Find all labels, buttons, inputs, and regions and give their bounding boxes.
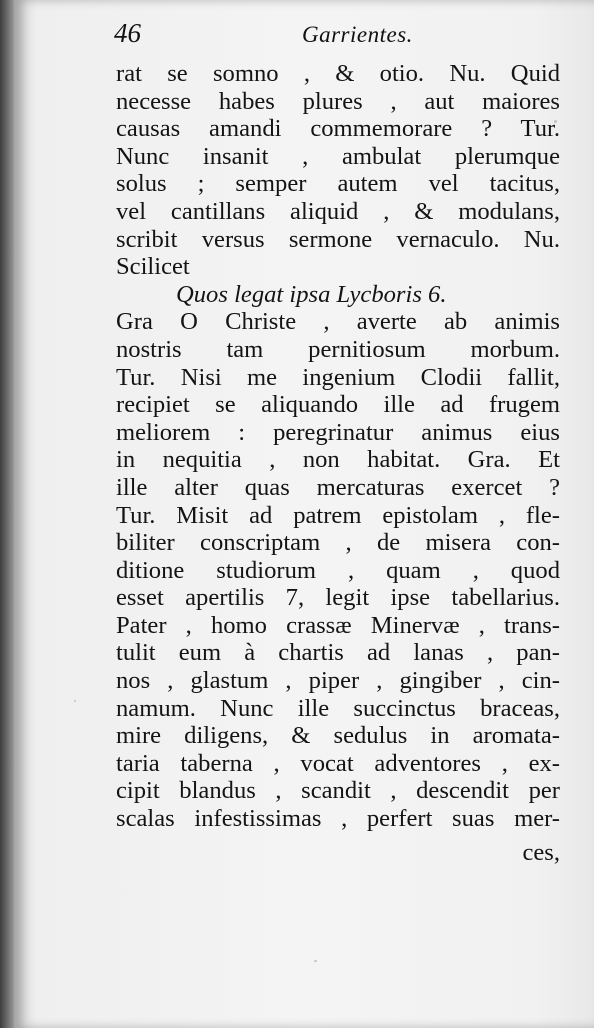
text-line: scalas infestissimas , perfert suas mer- [116,805,560,833]
text-line: nostris tam pernitiosum morbum. [116,335,560,363]
text-line: ditione studiorum , quam , quod [116,556,560,584]
book-page [14,0,594,1028]
text-line: Scilicet [116,253,190,281]
text-line: rat se somno , & otio. Nu. Quid [116,60,560,87]
text-line: Nunc insanit , ambulat plerumque [116,142,560,170]
verse-quotation: Quos legat ipsa Lycboris 6. [176,280,447,308]
paper-speckle [554,120,557,123]
text-line: necesse habes plures , aut maiores [116,87,560,115]
text-line: recipiet se aliquando ille ad frugem [116,391,560,419]
text-line: causas amandi commemorare ? Tur. [116,115,560,143]
text-line: cipit blandus , scandit , descendit per [116,777,560,805]
page-number: 46 [114,18,141,48]
body-text [116,60,560,866]
text-line: ille alter quas mercaturas exercet ? [116,473,560,501]
text-line: Gra O Christe , averte ab animis [116,308,560,336]
text-line: Pater , homo crassæ Minervæ , trans- [116,611,560,639]
text-line: Tur. Misit ad patrem epistolam , fle- [116,501,560,529]
text-line: scribit versus sermone vernaculo. Nu. [116,225,560,253]
catchword: ces, [522,838,560,866]
text-line: taria taberna , vocat adventores , ex- [116,749,560,777]
paper-speckle [74,700,76,702]
text-line: in nequitia , non habitat. Gra. Et [116,446,560,474]
text-line: meliorem : peregrinatur animus eius [116,418,560,446]
page-header [114,18,574,54]
text-line: vel cantillans aliquid , & modulans, [116,197,560,225]
text-line: solus ; semper autem vel tacitus, [116,170,560,198]
text-line: mire diligens, & sedulus in aromata- [116,722,560,750]
text-line: nos , glastum , piper , gingiber , cin- [116,667,560,695]
text-line: tulit eum à chartis ad lanas , pan- [116,639,560,667]
text-line: Tur. Nisi me ingenium Clodii fallit, [116,363,560,391]
text-line: esset apertilis 7, legit ipse tabellarius. [116,584,560,612]
running-head: Garrientes. [302,22,413,47]
paper-speckle [314,960,317,962]
text-line: biliter conscriptam , de misera con- [116,529,560,557]
text-line: namum. Nunc ille succinctus braceas, [116,694,560,722]
